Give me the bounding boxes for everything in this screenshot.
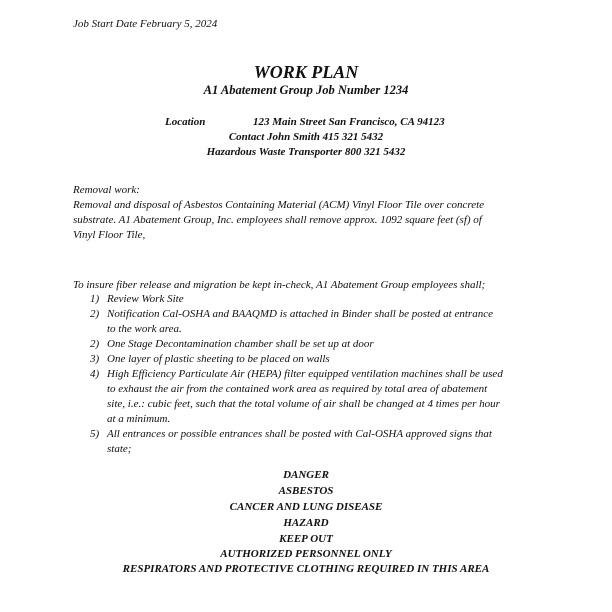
removal-text-line: Vinyl Floor Tile, (73, 229, 146, 241)
removal-text-line: Removal and disposal of Asbestos Containing Material (ACM) Vinyl Floor Tile over concrete (73, 199, 485, 211)
item-text: to the work area. (107, 323, 182, 335)
item-text: to exhaust the air from the contained work area as required by total area of abatement (107, 383, 488, 395)
item-text: state; (107, 443, 132, 455)
item-text: site, i.e.: cubic feet, such that the total volume of air shall be changed at 4 times per hour (107, 398, 500, 410)
sign-hazard: HAZARD (283, 517, 329, 529)
item-text: Notification Cal-OSHA and BAAQMD is attached in Binder shall be posted at entrance (107, 308, 493, 320)
transporter-line: Hazardous Waste Transporter 800 321 5432 (206, 146, 406, 158)
location-address: 123 Main Street San Francisco, CA 94123 (253, 116, 445, 128)
item-number: 2) (90, 338, 100, 350)
item-text: at a minimum. (107, 413, 171, 425)
item-text: All entrances or possible entrances shall be posted with Cal-OSHA approved signs that (107, 428, 492, 440)
job-start-date: Job Start Date February 5, 2024 (73, 18, 218, 30)
item-number: 2) (90, 308, 100, 320)
item-number: 5) (90, 428, 100, 440)
location-label: Location (165, 116, 206, 128)
sign-respirators: RESPIRATORS AND PROTECTIVE CLOTHING REQUIRED IN THIS AREA (122, 563, 490, 575)
job-number: A1 Abatement Group Job Number 1234 (203, 83, 409, 97)
item-number: 4) (90, 368, 100, 380)
removal-text-line: substrate. A1 Abatement Group, Inc. employees shall remove approx. 1092 square feet (sf) of (73, 214, 482, 226)
procedures-intro: To insure fiber release and migration be kept in-check, A1 Abatement Group employees shall; (73, 279, 486, 291)
item-text: One Stage Decontamination chamber shall be set up at door (107, 338, 374, 350)
item-number: 1) (90, 293, 100, 305)
sign-danger: DANGER (283, 469, 329, 481)
sign-keep-out: KEEP OUT (279, 533, 333, 545)
sign-cancer: CANCER AND LUNG DISEASE (229, 501, 383, 513)
item-text: One layer of plastic sheeting to be placed on walls (107, 353, 330, 365)
sign-authorized: AUTHORIZED PERSONNEL ONLY (220, 548, 392, 560)
removal-heading: Removal work: (73, 184, 140, 196)
item-text: Review Work Site (107, 293, 184, 305)
document-title: WORK PLAN (253, 62, 359, 82)
contact-line: Contact John Smith 415 321 5432 (228, 131, 384, 143)
sign-asbestos: ASBESTOS (278, 485, 334, 497)
item-text: High Efficiency Particulate Air (HEPA) filter equipped ventilation machines shall be used (107, 368, 503, 380)
item-number: 3) (90, 353, 100, 365)
